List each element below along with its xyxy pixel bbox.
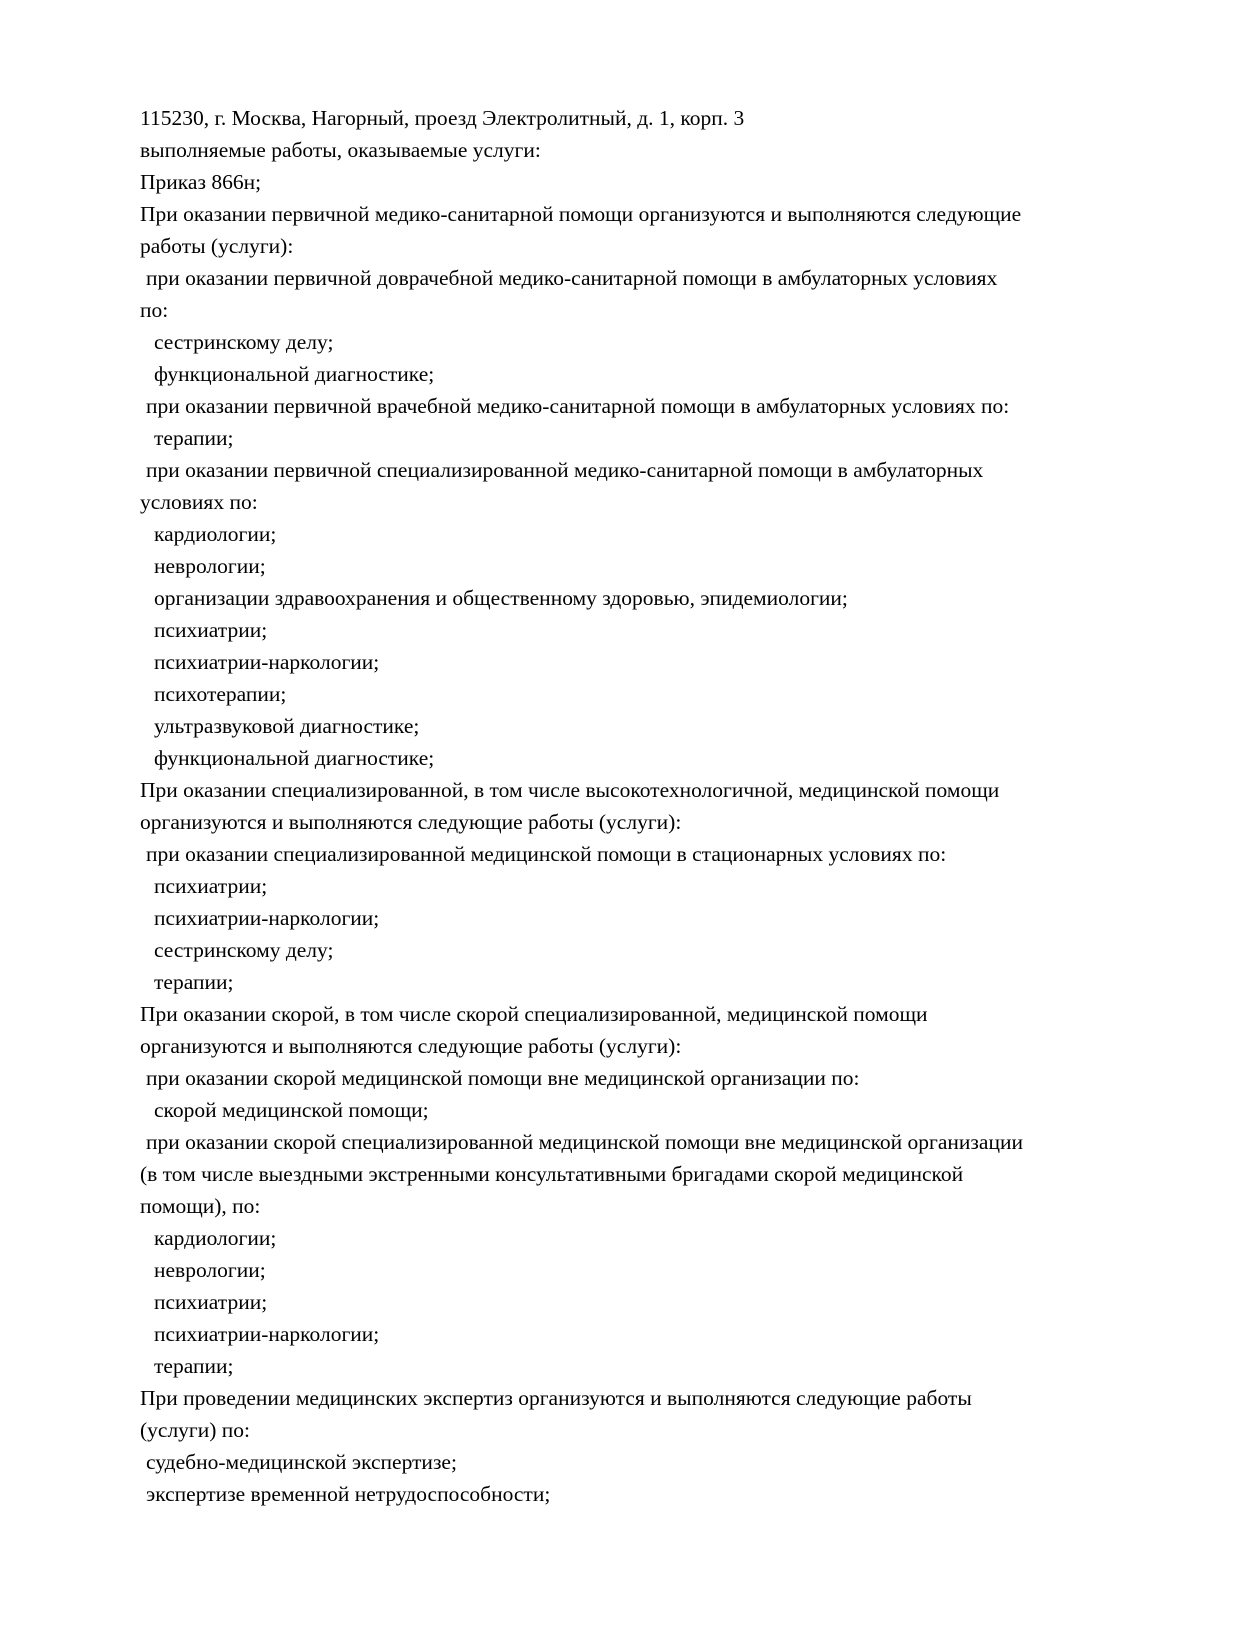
document-line: функциональной диагностике; [154,746,435,770]
document-line: скорой медицинской помощи; [154,1098,429,1122]
document-line: (услуги) по: [140,1418,251,1442]
document-line: психотерапии; [154,682,287,706]
document-line: психиатрии; [154,874,268,898]
document-line: Приказ 866н; [140,170,262,194]
document-line: психиатрии; [154,618,268,642]
document-line: условиях по: [140,490,258,514]
document-line: психиатрии; [154,1290,268,1314]
document-line: при оказании первичной врачебной медико-санитарной помощи в амбулаторных условиях по: [146,394,1010,418]
document-line: терапии; [154,426,234,450]
document-line: при оказании первичной специализированной медико-санитарной помощи в амбулаторных [146,458,984,482]
document-line: терапии; [154,970,234,994]
document-line: организуются и выполняются следующие работы (услуги): [140,1034,682,1058]
document-line: психиатрии-наркологии; [154,906,380,930]
document-line: кардиологии; [154,522,277,546]
document-line: экспертизе временной нетрудоспособности; [146,1482,551,1506]
document-line: При проведении медицинских экспертиз организуются и выполняются следующие работы [140,1386,972,1410]
document-line: кардиологии; [154,1226,277,1250]
document-line: помощи), по: [140,1194,261,1218]
document-line: неврологии; [154,554,266,578]
document-line: по: [140,298,169,322]
document-line: психиатрии-наркологии; [154,1322,380,1346]
document-line: организации здравоохранения и общественному здоровью, эпидемиологии; [154,586,848,610]
document-line: выполняемые работы, оказываемые услуги: [140,138,541,162]
document-text-block [140,102,1110,1510]
document-line: при оказании первичной доврачебной медико-санитарной помощи в амбулаторных условиях [146,266,998,290]
document-line: терапии; [154,1354,234,1378]
document-line: 115230, г. Москва, Нагорный, проезд Электролитный, д. 1, корп. 3 [140,106,745,130]
document-line: сестринскому делу; [154,938,334,962]
document-line: При оказании первичной медико-санитарной помощи организуются и выполняются следующие [140,202,1022,226]
document-line: При оказании специализированной, в том числе высокотехнологичной, медицинской помощи [140,778,1000,802]
document-line: При оказании скорой, в том числе скорой специализированной, медицинской помощи [140,1002,928,1026]
document-line: функциональной диагностике; [154,362,435,386]
document-line: при оказании специализированной медицинской помощи в стационарных условиях по: [146,842,947,866]
document-line: организуются и выполняются следующие работы (услуги): [140,810,682,834]
document-line: (в том числе выездными экстренными консультативными бригадами скорой медицинской [140,1162,964,1186]
document-line: судебно-медицинской экспертизе; [146,1450,457,1474]
document-line: работы (услуги): [140,234,294,258]
document-line: сестринскому делу; [154,330,334,354]
document-line: при оказании скорой медицинской помощи вне медицинской организации по: [146,1066,860,1090]
document-line: неврологии; [154,1258,266,1282]
document-line: ультразвуковой диагностике; [154,714,420,738]
document-line: при оказании скорой специализированной медицинской помощи вне медицинской организации [146,1130,1023,1154]
document-line: психиатрии-наркологии; [154,650,380,674]
